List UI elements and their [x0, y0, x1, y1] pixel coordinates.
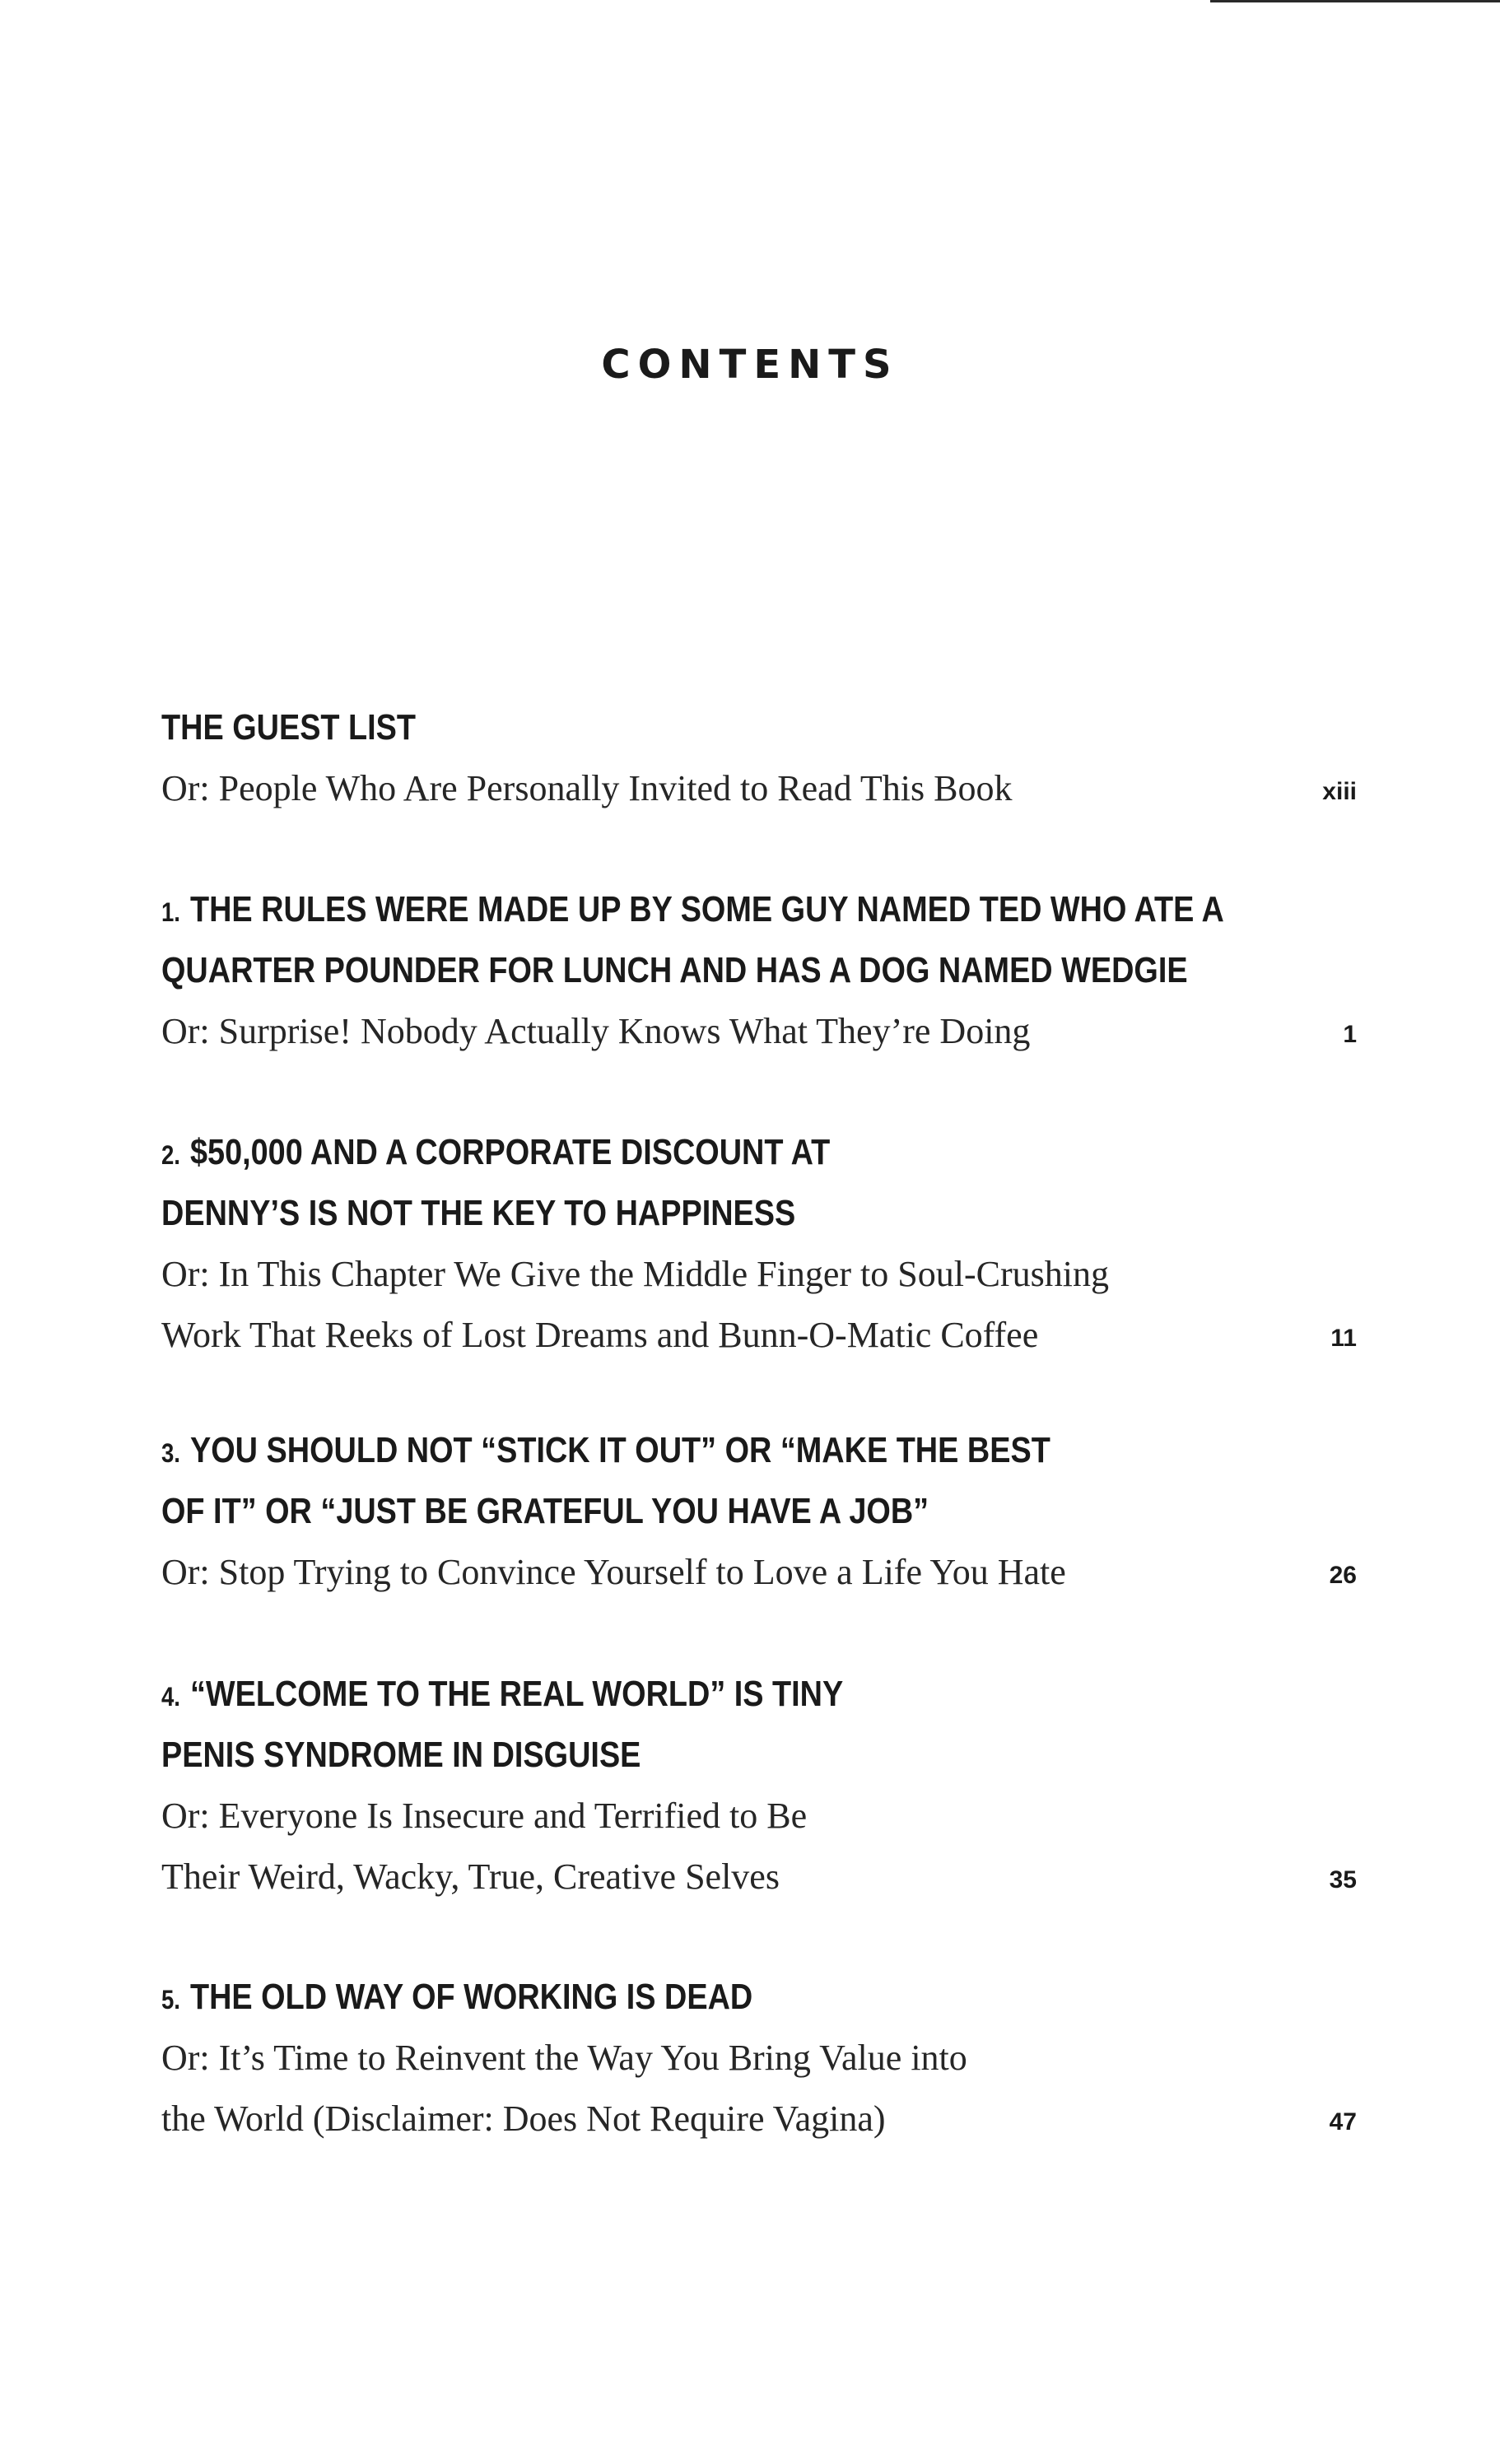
contents-title: CONTENTS — [601, 342, 899, 388]
chapter-number: 5. — [161, 1985, 180, 2015]
entry-heading — [161, 697, 1188, 758]
heading-line: THE OLD WAY OF WORKING IS DEAD — [189, 1977, 753, 2017]
entry-heading-continued — [161, 1481, 1188, 1542]
page-number: 11 — [1330, 1325, 1357, 1352]
toc-entry-chapter-3[interactable] — [161, 1420, 1355, 1603]
chapter-number: 3. — [161, 1438, 180, 1468]
entry-heading — [161, 879, 1224, 940]
subtitle-line: Or: In This Chapter We Give the Middle Finger to Soul-Crushing — [161, 1254, 1109, 1294]
subtitle-line: Or: It’s Time to Reinvent the Way You Bring Value into — [161, 2038, 967, 2078]
entry-heading — [161, 1420, 1188, 1481]
heading-line: THE GUEST LIST — [161, 707, 417, 748]
entry-heading-continued — [161, 1183, 1188, 1244]
subtitle-line: Or: People Who Are Personally Invited to Read This Book — [161, 768, 1013, 808]
entry-subtitle — [161, 1542, 1355, 1603]
subtitle-line: Or: Stop Trying to Convince Yourself to Love a Life You Hate — [161, 1552, 1066, 1592]
entry-subtitle-continued — [161, 2089, 1355, 2150]
entry-subtitle — [161, 2028, 1355, 2089]
toc-entry-chapter-1[interactable] — [161, 879, 1355, 1062]
page-number: 35 — [1329, 1866, 1357, 1893]
entry-subtitle-continued — [161, 1305, 1355, 1366]
subtitle-line: Their Weird, Wacky, True, Creative Selves — [161, 1856, 780, 1897]
entry-heading — [161, 1664, 1188, 1725]
subtitle-line: Or: Surprise! Nobody Actually Knows What They’re Doing — [161, 1011, 1031, 1051]
toc-entry-chapter-4[interactable] — [161, 1664, 1355, 1907]
heading-line: QUARTER POUNDER FOR LUNCH AND HAS A DOG NAMED WEDGIE — [161, 950, 1188, 990]
chapter-number: 4. — [161, 1682, 180, 1712]
entry-subtitle-continued — [161, 1847, 1355, 1907]
entry-heading — [161, 1967, 1188, 2028]
subtitle-line: the World (Disclaimer: Does Not Require Vagina) — [161, 2098, 886, 2139]
heading-line: DENNY’S IS NOT THE KEY TO HAPPINESS — [161, 1193, 796, 1233]
heading-line: OF IT” OR “JUST BE GRATEFUL YOU HAVE A JOB” — [161, 1491, 929, 1531]
entry-subtitle — [161, 1001, 1355, 1062]
chapter-number: 1. — [161, 897, 180, 927]
heading-line: THE RULES WERE MADE UP BY SOME GUY NAMED TED WHO ATE A — [189, 889, 1224, 929]
entry-heading — [161, 1122, 1188, 1183]
chapter-number: 2. — [161, 1140, 180, 1170]
page-number: xiii — [1322, 778, 1357, 805]
subtitle-line: Work That Reeks of Lost Dreams and Bunn-O-Matic Coffee — [161, 1315, 1039, 1355]
entry-heading-continued — [161, 1725, 1188, 1786]
toc-entry-chapter-2[interactable] — [161, 1122, 1355, 1366]
page-edge-rule — [1210, 0, 1500, 2]
subtitle-line: Or: Everyone Is Insecure and Terrified to Be — [161, 1796, 808, 1836]
heading-line: PENIS SYNDROME IN DISGUISE — [161, 1735, 641, 1775]
entry-subtitle — [161, 1244, 1355, 1305]
page-number: 47 — [1329, 2108, 1357, 2136]
entry-subtitle — [161, 1786, 1355, 1847]
page-number: 1 — [1343, 1021, 1357, 1048]
heading-line: “WELCOME TO THE REAL WORLD” IS TINY — [189, 1674, 844, 1714]
heading-line: YOU SHOULD NOT “STICK IT OUT” OR “MAKE THE BEST — [189, 1430, 1050, 1470]
toc-entry-guest-list[interactable] — [161, 697, 1355, 819]
page-number: 26 — [1329, 1562, 1357, 1589]
entry-subtitle — [161, 758, 1355, 819]
entry-heading-continued — [161, 940, 1188, 1001]
toc-entry-chapter-5[interactable] — [161, 1967, 1355, 2150]
heading-line: $50,000 AND A CORPORATE DISCOUNT AT — [189, 1132, 831, 1172]
